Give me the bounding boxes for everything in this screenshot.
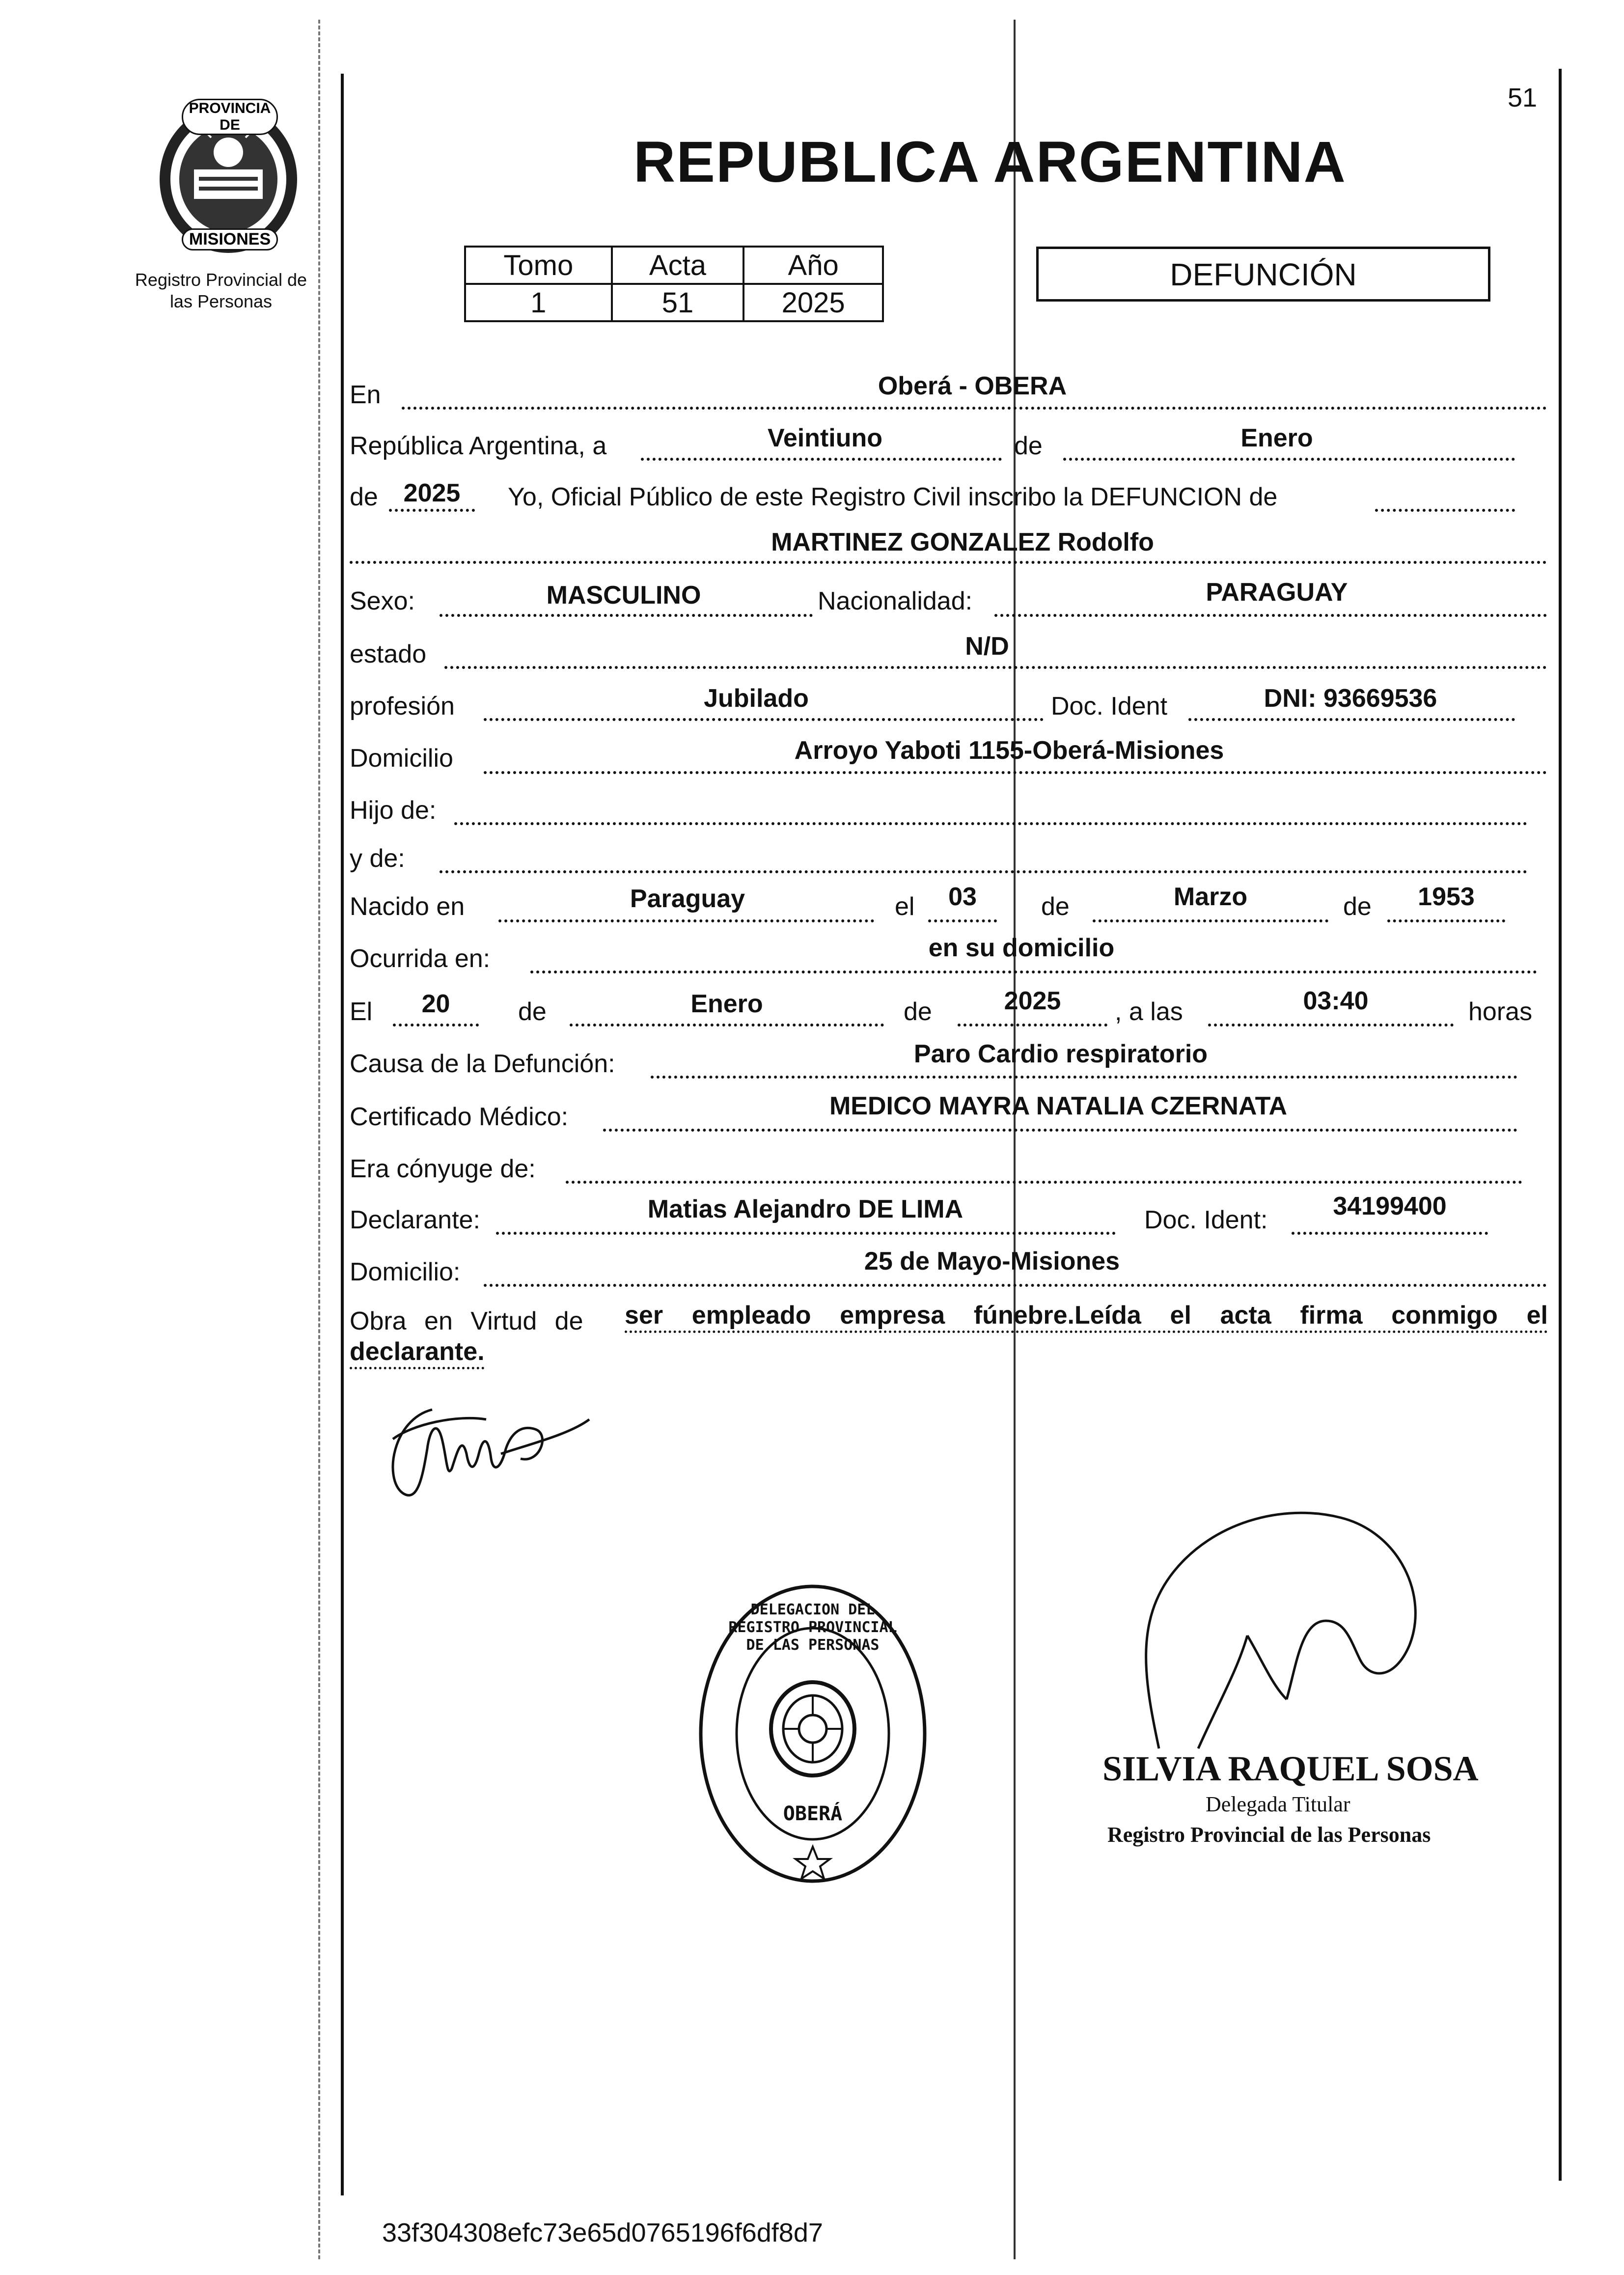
value-anio: 2025	[403, 479, 461, 507]
label-republica: República Argentina, a	[350, 432, 607, 460]
register-value-acta: 51	[612, 284, 744, 321]
label-ocurrida-en: Ocurrida en:	[350, 944, 491, 973]
value-dia-letras: Veintiuno	[768, 424, 882, 452]
field-line-nac-dia	[928, 919, 997, 922]
label-sexo: Sexo:	[350, 587, 415, 615]
register-value-tomo: 1	[465, 284, 612, 321]
label-en: En	[350, 381, 381, 409]
field-line-y-de	[440, 870, 1527, 873]
label-declarante-domicilio: Domicilio:	[350, 1258, 461, 1286]
field-line-domicilio	[484, 771, 1547, 774]
register-header-anio: Año	[743, 247, 883, 284]
field-line-def-anio	[958, 1024, 1107, 1027]
label-obra: Obra en Virtud de	[350, 1307, 583, 1335]
label-de-def-anio: de	[904, 998, 932, 1026]
value-obra-line2: declarante.	[350, 1337, 485, 1366]
label-profesion: profesión	[350, 692, 455, 721]
document-type-box	[1036, 247, 1490, 302]
value-declarante-domicilio: 25 de Mayo-Misiones	[864, 1247, 1120, 1276]
page-number: 51	[1508, 83, 1538, 112]
label-de-mes: de	[1014, 432, 1043, 460]
seal-center-text: OBERÁ	[783, 1803, 843, 1825]
field-line-doc-ident	[1188, 718, 1515, 721]
label-el-def: El	[350, 998, 373, 1026]
field-line-declarante	[496, 1232, 1116, 1235]
punch-margin-dashes	[318, 20, 320, 2259]
field-line-dia	[641, 458, 1002, 461]
document-type: DEFUNCIÓN	[1170, 257, 1357, 292]
value-nacido-en: Paraguay	[630, 885, 745, 913]
label-nacionalidad: Nacionalidad:	[818, 587, 973, 615]
value-nac-dia: 03	[948, 883, 977, 911]
value-declarante-doc: 34199400	[1333, 1192, 1447, 1221]
center-fold-line	[1014, 20, 1016, 2259]
field-line-nacionalidad	[994, 614, 1547, 617]
field-line-ocurrida-en	[530, 971, 1537, 973]
logo-text-bottom: MISIONES	[182, 228, 278, 250]
left-margin-line	[341, 74, 344, 2195]
field-line-declarante-domicilio	[484, 1284, 1547, 1287]
value-nac-mes: Marzo	[1173, 883, 1248, 911]
field-line-nac-anio	[1387, 919, 1505, 922]
label-declarante-doc: Doc. Ident:	[1144, 1206, 1268, 1234]
field-line-def-dia	[393, 1024, 479, 1027]
value-mes: Enero	[1240, 424, 1313, 452]
register-table	[464, 246, 884, 322]
label-hijo-de: Hijo de:	[350, 796, 437, 825]
official-name: SILVIA RAQUEL SOSA	[1102, 1749, 1479, 1788]
value-def-hora: 03:40	[1303, 987, 1369, 1015]
label-de-nac-mes: de	[1041, 892, 1070, 921]
register-value-anio: 2025	[743, 284, 883, 321]
seal-ring-text: DELEGACION DEL REGISTRO PROVINCIAL DE LAS PERSONAS	[728, 1601, 897, 1654]
value-obra-line1: ser empleado empresa fúnebre.Leída el acta firma conmigo el	[625, 1301, 1548, 1330]
value-lugar: Oberá - OBERA	[878, 372, 1067, 400]
field-line-def-mes	[570, 1024, 884, 1027]
document-hash: 33f304308efc73e65d0765196f6df8d7	[382, 2218, 823, 2247]
label-doc-ident: Doc. Ident	[1051, 692, 1168, 721]
value-def-anio: 2025	[1004, 987, 1061, 1015]
field-line-nac-mes	[1093, 919, 1328, 922]
registry-name-line2: las Personas	[169, 291, 273, 311]
field-line-nacido-en	[498, 919, 874, 922]
label-de-def-mes: de	[518, 998, 547, 1026]
label-nacido-en: Nacido en	[350, 892, 465, 921]
register-header-tomo: Tomo	[465, 247, 612, 284]
value-certificado: MEDICO MAYRA NATALIA CZERNATA	[829, 1092, 1288, 1120]
field-line-causa	[651, 1076, 1517, 1079]
label-el-nac: el	[895, 892, 915, 921]
field-line-estado	[444, 666, 1547, 669]
label-y-de: y de:	[350, 844, 405, 873]
field-line-lugar	[402, 407, 1547, 410]
official-org: Registro Provincial de las Personas	[1107, 1823, 1431, 1847]
field-line-sexo	[440, 614, 813, 617]
label-causa: Causa de la Defunción:	[350, 1050, 615, 1078]
field-line-profesion	[484, 718, 1044, 721]
field-line-declarante-doc	[1292, 1232, 1488, 1235]
label-estado: estado	[350, 640, 427, 668]
field-line-conyuge	[566, 1181, 1522, 1184]
value-nombre: MARTINEZ GONZALEZ Rodolfo	[771, 528, 1154, 556]
field-line-certificado	[603, 1129, 1517, 1132]
value-def-dia: 20	[421, 990, 450, 1018]
field-line-hijo-de	[454, 822, 1527, 825]
province-logo	[147, 96, 309, 258]
label-yo: Yo, Oficial Público de este Registro Civil inscribo la DEFUNCION de	[508, 483, 1278, 511]
label-declarante: Declarante:	[350, 1206, 480, 1234]
field-line-mes	[1063, 458, 1515, 461]
value-doc-ident: DNI: 93669536	[1264, 684, 1437, 713]
label-de-nac-anio: de	[1343, 892, 1372, 921]
label-a-las: , a las	[1115, 998, 1183, 1026]
register-header-acta: Acta	[612, 247, 744, 284]
official-role: Delegada Titular	[1206, 1792, 1350, 1816]
label-certificado: Certificado Médico:	[350, 1103, 569, 1131]
value-nacionalidad: PARAGUAY	[1206, 578, 1348, 607]
page-title: REPUBLICA ARGENTINA	[633, 130, 1347, 194]
field-line-anio	[389, 509, 475, 512]
value-profesion: Jubilado	[704, 684, 809, 713]
registry-name-line1: Registro Provincial de	[135, 270, 307, 290]
value-sexo: MASCULINO	[546, 581, 701, 610]
declarant-signature	[373, 1380, 599, 1508]
label-conyuge: Era cónyuge de:	[350, 1155, 536, 1183]
value-domicilio: Arroyo Yaboti 1155-Oberá-Misiones	[794, 736, 1224, 765]
right-margin-line	[1559, 69, 1562, 2181]
value-ocurrida-en: en su domicilio	[928, 934, 1115, 962]
value-estado: N/D	[965, 632, 1009, 661]
label-de-anio: de	[350, 483, 378, 511]
field-line-yo	[1375, 509, 1515, 512]
logo-text-top: PROVINCIA DE	[182, 99, 278, 135]
label-domicilio: Domicilio	[350, 744, 453, 773]
registry-name	[118, 269, 324, 312]
field-line-def-hora	[1208, 1024, 1454, 1027]
label-horas: horas	[1468, 998, 1533, 1026]
value-nac-anio: 1953	[1418, 883, 1475, 911]
official-seal	[697, 1581, 928, 1886]
field-line-nombre	[350, 561, 1547, 564]
value-causa: Paro Cardio respiratorio	[913, 1040, 1208, 1068]
value-declarante: Matias Alejandro DE LIMA	[647, 1195, 963, 1223]
value-def-mes: Enero	[690, 990, 763, 1018]
